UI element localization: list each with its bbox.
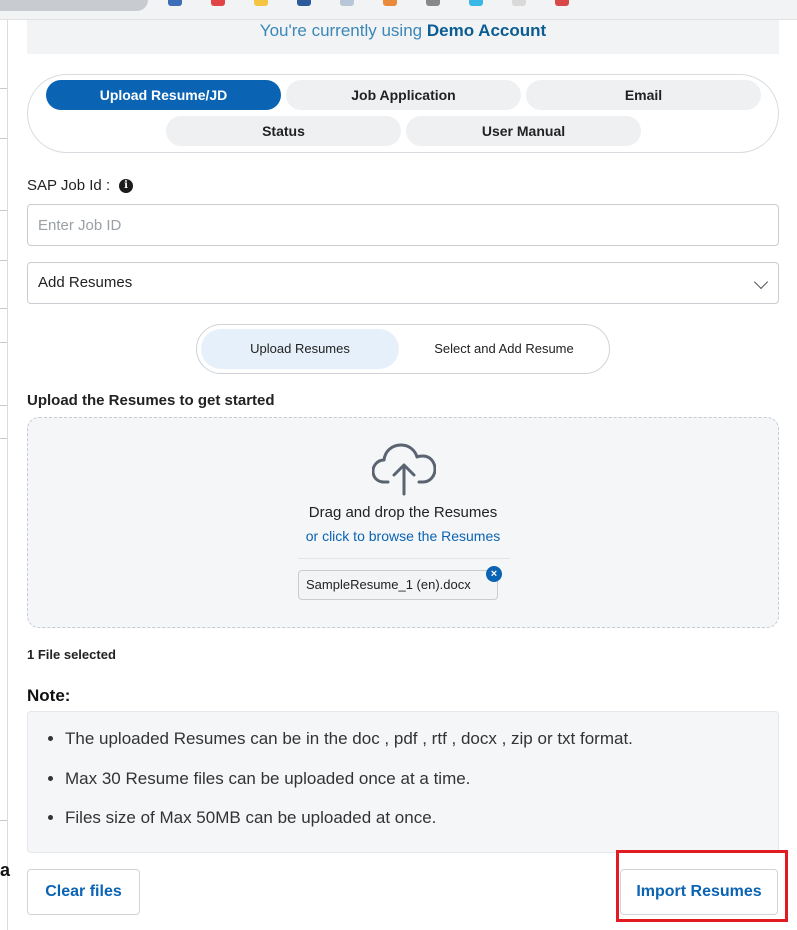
job-id-label: SAP Job Id :: [27, 177, 111, 194]
extension-icon[interactable]: [340, 0, 354, 6]
browse-link[interactable]: or click to browse the Resumes: [305, 528, 501, 544]
note-item: • Files size of Max 50MB can be uploaded at once.: [65, 807, 778, 829]
extension-icon[interactable]: [168, 0, 182, 6]
selected-file-chip: [298, 570, 498, 600]
select-and-add-resume-option[interactable]: Select and Add Resume: [434, 341, 574, 356]
extension-icon[interactable]: [426, 0, 440, 6]
extension-icon[interactable]: [512, 0, 526, 6]
cloud-upload-icon: [372, 442, 436, 496]
files-selected-count: 1 File selected: [27, 647, 116, 662]
add-resumes-selected: Add Resumes: [38, 274, 133, 291]
tab-job-application[interactable]: Job Application: [286, 80, 521, 110]
banner-account-name: Demo Account: [426, 21, 547, 40]
drag-drop-text: Drag and drop the Resumes: [308, 504, 498, 521]
file-name: SampleResume_1 (en).docx: [306, 577, 471, 592]
note-item: • The uploaded Resumes can be in the doc , pdf , rtf , docx , zip or txt format.: [65, 728, 778, 750]
extension-icon[interactable]: [297, 0, 311, 6]
tab-upload-resume-jd[interactable]: Upload Resume/JD: [46, 80, 281, 110]
demo-account-banner: [27, 20, 779, 54]
add-resumes-dropdown[interactable]: [27, 262, 779, 304]
job-id-input[interactable]: [27, 204, 779, 246]
banner-prefix: You're currently using: [259, 21, 423, 40]
upload-resumes-option[interactable]: Upload Resumes: [201, 329, 399, 369]
browser-tab[interactable]: [0, 0, 148, 11]
background-window-strip: [0, 20, 11, 930]
upload-mode-toggle: [196, 324, 610, 374]
extension-icon[interactable]: [555, 0, 569, 6]
resume-dropzone[interactable]: [27, 417, 779, 628]
upload-section-title: Upload the Resumes to get started: [27, 392, 275, 409]
extension-icon[interactable]: [211, 0, 225, 6]
note-list: [65, 728, 778, 829]
extension-icon[interactable]: [383, 0, 397, 6]
browser-extension-icons: [168, 0, 569, 8]
background-window-letter: a: [0, 860, 11, 880]
browser-toolbar: [0, 0, 797, 20]
chevron-down-icon: [754, 275, 768, 289]
tab-email[interactable]: Email: [526, 80, 761, 110]
highlight-box: [616, 850, 788, 922]
info-icon[interactable]: i: [119, 179, 133, 193]
close-icon[interactable]: ×: [486, 566, 502, 582]
clear-files-button[interactable]: Clear files: [27, 869, 140, 915]
extension-icon[interactable]: [254, 0, 268, 6]
extension-icon[interactable]: [469, 0, 483, 6]
import-resumes-button[interactable]: Import Resumes: [620, 869, 778, 915]
note-item: • Max 30 Resume files can be uploaded once at a time.: [65, 768, 778, 790]
tab-user-manual[interactable]: User Manual: [406, 116, 641, 146]
divider: [298, 558, 510, 559]
main-tabs: [27, 74, 779, 153]
note-title: Note:: [27, 686, 71, 705]
tab-status[interactable]: Status: [166, 116, 401, 146]
note-box: [27, 711, 779, 853]
